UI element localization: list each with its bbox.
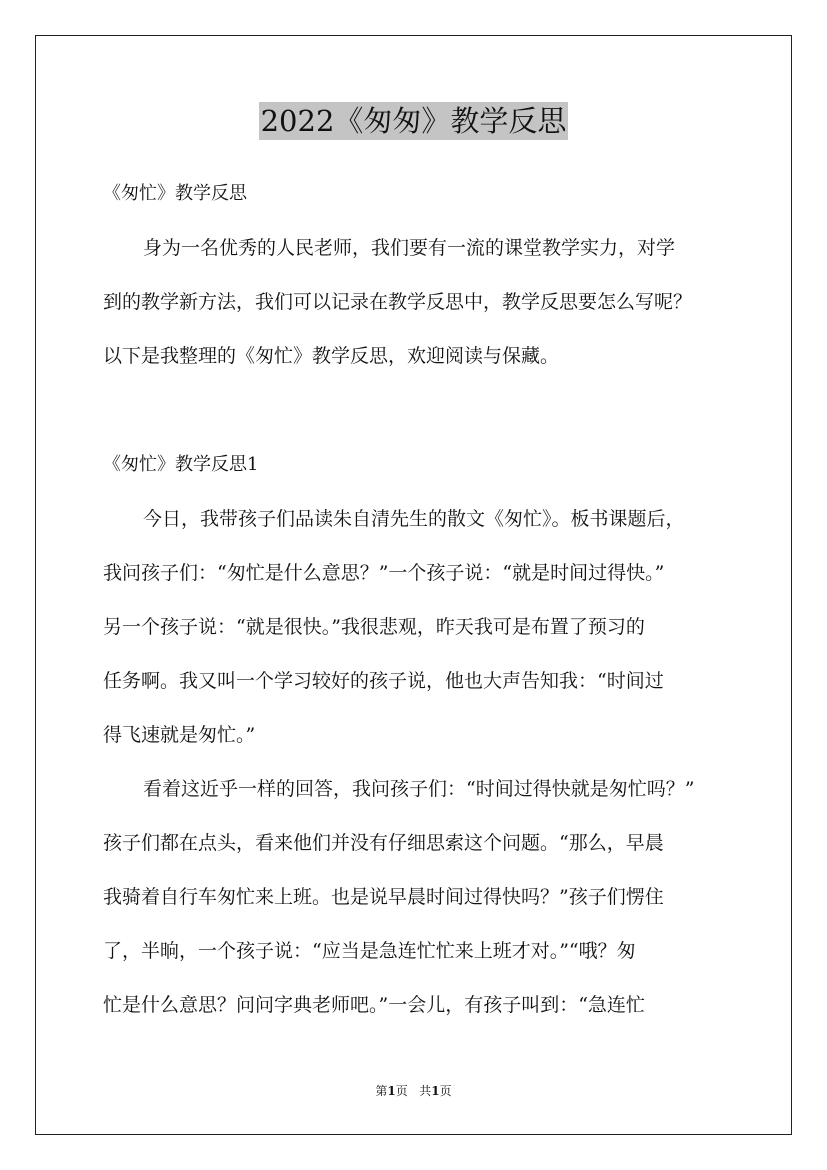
body-line: 另一个孩子说：“就是很快。”我很悲观，昨天我可是布置了预习的 xyxy=(103,616,645,638)
body-line: 我问孩子们：“匆忙是什么意思？”一个孩子说：“就是时间过得快。” xyxy=(103,562,665,584)
section-heading: 《匆忙》教学反思1 xyxy=(103,454,259,475)
body-line: 得飞速就是匆忙。” xyxy=(103,724,256,746)
page-suffix: 页 xyxy=(395,1084,408,1098)
body-line: 看着这近乎一样的回答，我问孩子们：“时间过得快就是匆忙吗？” xyxy=(143,778,695,800)
page-number: 1 xyxy=(387,1084,396,1098)
intro-line: 以下是我整理的《匆忙》教学反思，欢迎阅读与保藏。 xyxy=(103,345,560,367)
body-line: 忙是什么意思？问问字典老师吧。”一会儿，有孩子叫到：“急连忙 xyxy=(103,994,645,1016)
intro-heading: 《匆忙》教学反思 xyxy=(103,183,247,204)
body-line: 了，半晌，一个孩子说：“应当是急连忙忙来上班才对。”“哦？匆 xyxy=(103,940,636,962)
body-line: 孩子们都在点头，看来他们并没有仔细思索这个问题。“那么，早晨 xyxy=(103,832,664,854)
intro-line: 到的教学新方法，我们可以记录在教学反思中，教学反思要怎么写呢？ xyxy=(103,291,693,313)
body-line: 我骑着自行车匆忙来上班。也是说早晨时间过得快吗？”孩子们愣住 xyxy=(103,886,664,908)
total-suffix: 页 xyxy=(439,1084,452,1098)
document-title: 2022《匆匆》教学反思 xyxy=(260,104,567,138)
page-footer xyxy=(0,1083,827,1099)
page-prefix: 第 xyxy=(375,1084,388,1098)
intro-line: 身为一名优秀的人民老师，我们要有一流的课堂教学实力，对学 xyxy=(143,237,676,259)
total-number: 1 xyxy=(431,1084,440,1098)
body-line: 任务啊。我又叫一个学习较好的孩子说，他也大声告知我：“时间过 xyxy=(103,670,664,692)
total-prefix: 共 xyxy=(419,1084,432,1098)
title-wrap xyxy=(0,102,827,140)
body-line: 今日，我带孩子们品读朱自清先生的散文《匆忙》。板书课题后， xyxy=(143,508,685,530)
